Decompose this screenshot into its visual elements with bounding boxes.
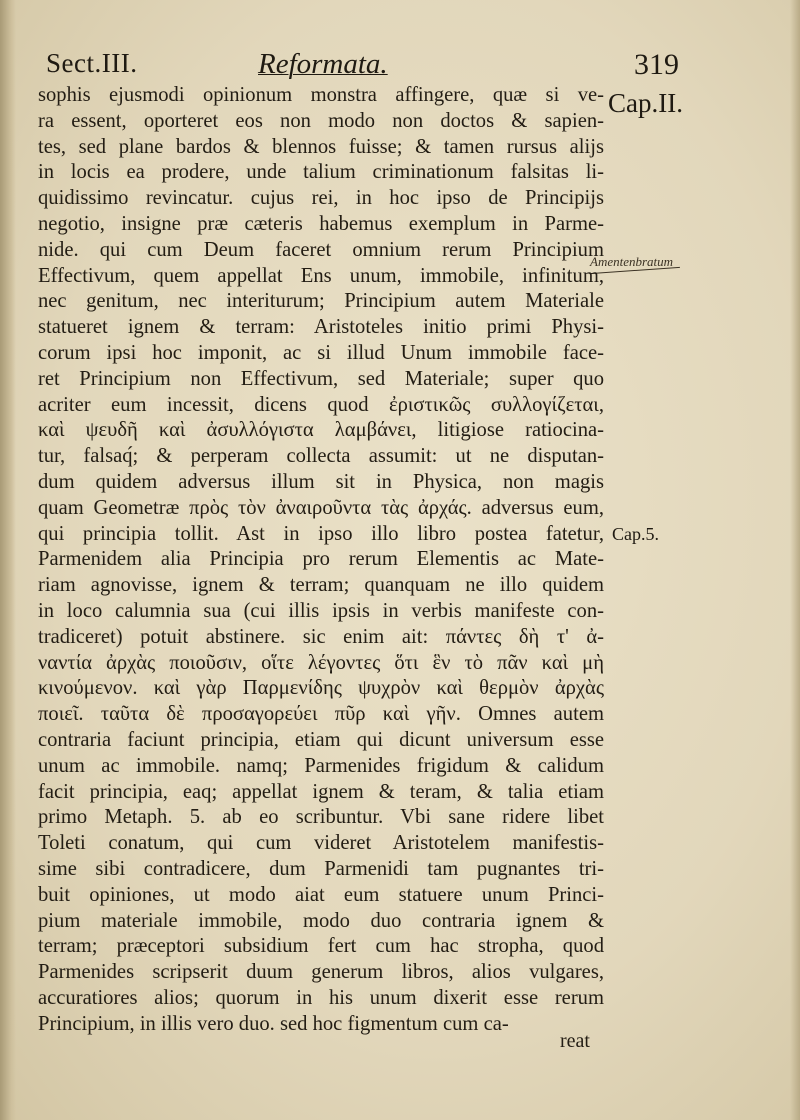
handwritten-annotation: Amentenbratum — [590, 254, 674, 269]
section-heading: Sect.III. — [46, 48, 138, 78]
text-line: statueret ignem & terram: Aristoteles initio primi Physi- — [38, 316, 604, 339]
text-line: contraria faciunt principia, etiam qui dicunt universum esse — [38, 728, 604, 751]
text-line: Parmenides scripserit duum generum libros, alios vulgares, — [38, 961, 604, 984]
running-head: Reformata. — [258, 48, 388, 80]
text-line: pium materiale immobile, modo duo contraria ignem & — [38, 909, 604, 932]
text-line: Effectivum, quem appellat Ens unum, immobile, infinitum, — [38, 264, 604, 287]
text-line: κινούμενον. καὶ γὰρ Παρμενίδης ψυχρὸν καὶ θερμὸν ἀρχὰς — [38, 677, 604, 700]
text-line: καὶ ψευδῆ καὶ ἀσυλλόγιστα λαμβάνει, litigiose ratiocina- — [38, 419, 604, 442]
text-line: ret Principium non Effectivum, sed Materiale; super quo — [38, 367, 604, 390]
text-line: Parmenidem alia Principia pro rerum Elementis ac Mate- — [38, 548, 604, 571]
text-line: ra essent, oporteret eos non modo non doctos & sapien- — [38, 109, 604, 132]
text-line: tes, sed plane bardos & blennos fuisse; & tamen rursus alijs — [38, 135, 604, 158]
text-line: nide. qui cum Deum faceret omnium rerum Principium — [38, 238, 604, 261]
text-line: acriter eum incessit, dicens quod ἐριστικῶς συλλογίζεται, — [38, 393, 604, 416]
text-line: buit opiniones, ut modo aiat eum statuere unum Princi- — [38, 883, 604, 906]
body-text — [38, 83, 604, 1037]
text-line: dum quidem adversus illum sit in Physica, non magis — [38, 470, 604, 493]
text-line: riam agnovisse, ignem & terram; quanquam ne illo quidem — [38, 574, 604, 597]
text-line: ναντία ἀρχὰς ποιοῦσιν, οἵτε λέγοντες ὅτι ἓν τὸ πᾶν καὶ μὴ — [38, 651, 604, 674]
text-line: negotio, insigne præ cæteris habemus exemplum in Parme- — [38, 212, 604, 235]
text-line: sophis ejusmodi opinionum monstra affingere, quæ si ve- — [38, 84, 604, 106]
text-line: Toleti conatum, qui cum videret Aristotelem manifestis- — [38, 832, 604, 855]
page-edge-shadow — [790, 0, 800, 1120]
margin-note-cap5: Cap.5. — [612, 524, 659, 544]
text-line: tradiceret) potuit abstinere. sic enim ait: πάντες δὴ τ' ἀ- — [38, 625, 604, 648]
text-line: unum ac immobile. namq; Parmenides frigidum & calidum — [38, 754, 604, 777]
text-line: corum ipsi hoc imponit, ac si illud Unum immobile face- — [38, 341, 604, 364]
text-line: tur, falsaq́; & perperam collecta assumit: ut ne disputan- — [38, 445, 604, 468]
text-line: quam Geometræ πρὸς τὸν ἀναιροῦντα τὰς ἀρχάς. adversus eum, — [38, 496, 604, 519]
catchword: reat — [560, 1030, 590, 1052]
text-line: Principium, in illis vero duo. sed hoc figmentum cum ca- — [38, 1012, 509, 1035]
text-line: facit principia, eaq; appellat ignem & teram, & talia etiam — [38, 780, 604, 803]
text-line: sime sibi contradicere, dum Parmenidi tam pugnantes tri- — [38, 857, 604, 880]
text-line: in locis ea prodere, unde talium criminationum falsitas li- — [38, 161, 604, 184]
text-line: quidissimo revincatur. cujus rei, in hoc ipso de Principijs — [38, 187, 604, 210]
text-line: nec genitum, nec interiturum; Principium autem Materiale — [38, 290, 604, 313]
text-line: qui principia tollit. Ast in ipso illo libro postea fatetur, — [38, 522, 604, 545]
text-line: primo Metaph. 5. ab eo scribuntur. Vbi sane ridere libet — [38, 806, 604, 829]
text-line: ποιεῖ. ταῦτα δὲ προσαγορεύει πῦρ καὶ γῆν. Omnes autem — [38, 703, 604, 726]
binding-gutter — [0, 0, 16, 1120]
text-line: accuratiores alios; quorum in his unum dixerit esse rerum — [38, 986, 604, 1009]
margin-note-chapter: Cap.II. — [608, 88, 683, 118]
page-number: 319 — [634, 48, 679, 81]
text-line: in loco calumnia sua (cui illis ipsis in verbis manifeste con- — [38, 599, 604, 622]
text-line: terram; præceptori subsidium fert cum hac stropha, quod — [38, 935, 604, 958]
